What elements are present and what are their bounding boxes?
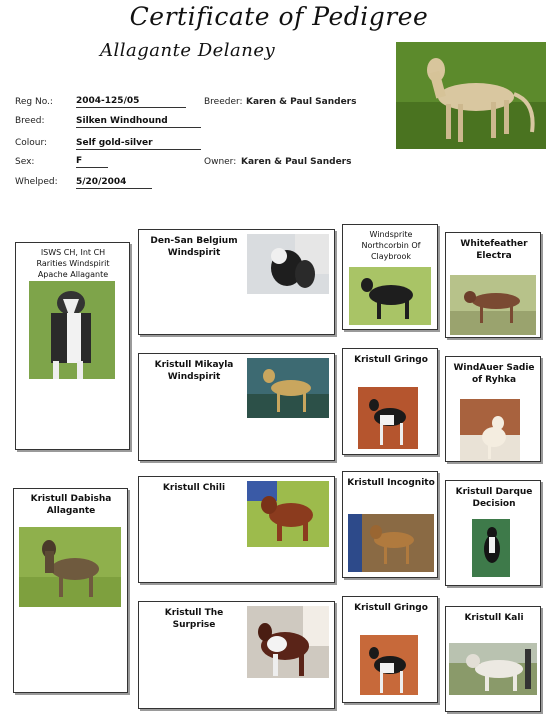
great-grandparent-card-8 <box>445 606 541 712</box>
grandparent-photo-1 <box>247 234 329 294</box>
great-grandparent-card-7 <box>342 596 438 703</box>
owner-value: Karen & Paul Sanders <box>241 157 352 167</box>
grandparent-card-4 <box>138 601 335 709</box>
great-grandparent-photo-3 <box>358 387 418 449</box>
sex-value: F <box>76 156 108 168</box>
grandparent-name-3: Kristull Chili <box>162 483 226 493</box>
great-grandparent-name-7: Kristull Gringo <box>354 603 428 613</box>
grandparent-card-3 <box>138 476 335 583</box>
breeder-value: Karen & Paul Sanders <box>246 97 357 107</box>
sire-photo <box>29 281 115 379</box>
grandparent-photo-2 <box>247 358 329 418</box>
colour-label: Colour: <box>15 138 48 148</box>
great-grandparent-photo-6 <box>472 519 510 577</box>
great-grandparent-name-4: WindAuer Sadie of Ryhka <box>453 363 535 385</box>
sire-name: ISWS CH, Int CH Rarities Windspirit Apache Allagante <box>36 248 110 279</box>
reg-no-value: 2004-125/05 <box>76 96 186 108</box>
great-grandparent-photo-4 <box>460 399 520 461</box>
breed-label: Breed: <box>15 116 45 126</box>
grandparent-name-4: Kristull The Surprise <box>164 608 224 630</box>
great-grandparent-card-5 <box>342 471 438 578</box>
sex-label: Sex: <box>15 157 35 167</box>
great-grandparent-name-3: Kristull Gringo <box>354 355 428 365</box>
colour-value: Self gold-silver <box>76 138 201 150</box>
certificate-title: Certificate of Pedigree <box>129 2 429 31</box>
great-grandparent-photo-7 <box>360 635 418 695</box>
great-grandparent-card-3 <box>342 348 438 455</box>
main-dog-photo <box>396 42 546 149</box>
great-grandparent-photo-8 <box>449 643 537 695</box>
grandparent-name-2: Kristull Mikayla Windspirit <box>154 360 234 382</box>
great-grandparent-name-6: Kristull Darque Decision <box>455 487 533 509</box>
dog-name: Allagante Delaney <box>100 40 276 61</box>
breed-value: Silken Windhound <box>76 116 201 128</box>
great-grandparent-photo-2 <box>450 275 536 335</box>
grandparent-name-1: Den-San Belgium Windspirit <box>150 236 238 258</box>
great-grandparent-name-8: Kristull Kali <box>464 613 524 623</box>
great-grandparent-name-2: Whitefeather Electra <box>460 239 528 261</box>
great-grandparent-card-2 <box>445 232 541 338</box>
great-grandparent-name-5: Kristull Incognito <box>347 478 435 488</box>
great-grandparent-card-1 <box>342 224 438 330</box>
great-grandparent-name-1: Windsprite Northcorbin Of Claybrook <box>361 230 421 261</box>
grandparent-photo-3 <box>247 481 329 547</box>
breeder-label: Breeder: <box>204 97 243 107</box>
sire-card <box>15 242 130 450</box>
grandparent-photo-4 <box>247 606 329 678</box>
great-grandparent-card-6 <box>445 480 541 586</box>
great-grandparent-card-4 <box>445 356 541 462</box>
great-grandparent-photo-5 <box>348 514 434 572</box>
great-grandparent-photo-1 <box>349 267 431 325</box>
dam-name: Kristull Dabisha Allagante <box>30 494 112 516</box>
dam-photo <box>19 527 121 607</box>
owner-label: Owner: <box>204 157 237 167</box>
dam-card <box>13 488 128 693</box>
whelped-label: Whelped: <box>15 177 58 187</box>
reg-no-label: Reg No.: <box>15 97 53 107</box>
grandparent-card-2 <box>138 353 335 461</box>
whelped-value: 5/20/2004 <box>76 177 152 189</box>
grandparent-card-1 <box>138 229 335 335</box>
